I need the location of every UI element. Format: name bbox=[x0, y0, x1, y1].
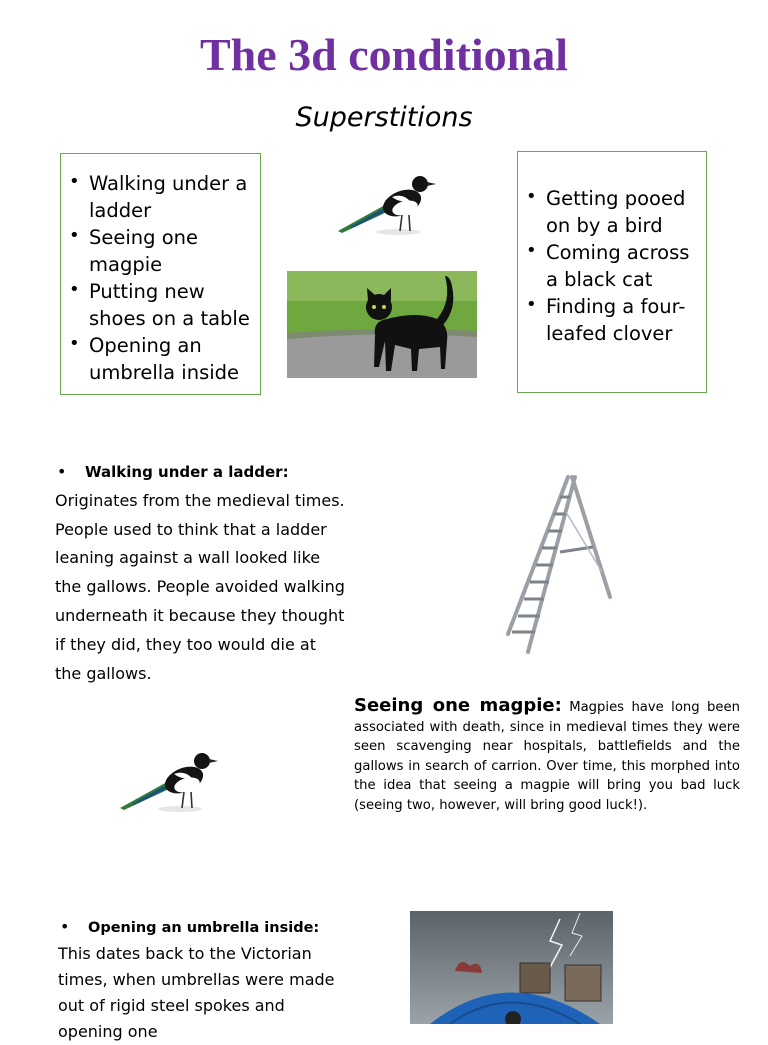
magpie-image bbox=[330, 165, 440, 240]
black-cat-image bbox=[287, 271, 477, 378]
superstitions-box-left bbox=[60, 153, 261, 395]
section-text: This dates back to the Victorian times, when umbrellas were made out of rigid steel spokes and opening one bbox=[58, 944, 335, 1041]
magpie-section bbox=[354, 696, 740, 816]
list-item: • Coming across a black cat bbox=[522, 239, 702, 293]
section-text: Magpies have long been associated with death, since in medieval times they were seen scavenging near hospitals, battlefields and the gallows in search of carrion. Over time, this morphed into the idea that seeing a magpie will bring you bad luck (seeing two, however, will bring good luck!). bbox=[354, 700, 740, 813]
superstitions-box-right bbox=[517, 151, 707, 393]
page-title: The 3d conditional bbox=[199, 29, 569, 80]
list-item: • Walking under a ladder bbox=[65, 170, 256, 224]
list-item: • Finding a four-leafed clover bbox=[522, 293, 702, 347]
page-subtitle: Superstitions bbox=[295, 102, 473, 133]
section-heading: Opening an umbrella inside: bbox=[88, 920, 320, 936]
bullet-icon: • bbox=[60, 917, 70, 936]
magpie-image bbox=[112, 742, 222, 817]
ladder-section bbox=[55, 458, 345, 688]
umbrella-image bbox=[410, 911, 613, 1024]
umbrella-section bbox=[58, 914, 348, 1045]
list-item: • Putting new shoes on a table bbox=[65, 278, 256, 332]
section-heading: Walking under a ladder: bbox=[85, 463, 289, 481]
list-item: • Opening an umbrella inside bbox=[65, 332, 256, 386]
ladder-image bbox=[500, 472, 620, 662]
list-item: • Getting pooed on by a bird bbox=[522, 185, 702, 239]
section-heading: Seeing one magpie: bbox=[354, 695, 562, 716]
list-item: • Seeing one magpie bbox=[65, 224, 256, 278]
section-text: Originates from the medieval times. People used to think that a ladder leaning against a wall looked like the gallows. People avoided walking underneath it because they thought if they did, they too would die at the gallows. bbox=[55, 490, 345, 683]
bullet-icon: • bbox=[57, 462, 67, 481]
